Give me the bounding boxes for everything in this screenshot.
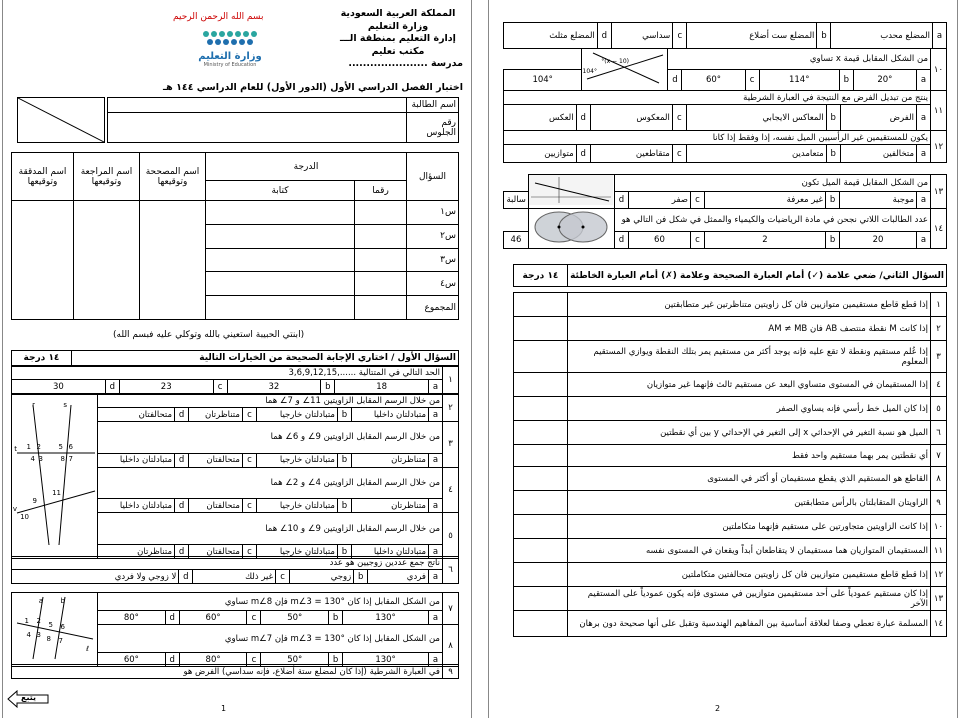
statement-number: ٦	[931, 421, 947, 445]
q7-q8-table: ٧ من الشكل المقابل إذا كان °130 = m∠3 فإن m∠8 تساوي a b ℓ 1 2 4 3 5 6 8 7 a 130° b 50° c 60° d 80° ٨ من الشكل المقابل إذا كان °130 = m∠3 فإن m∠7 تساوي a 130° b 50° c 80° d 60°	[11, 592, 459, 667]
option[interactable]: متقاطعين	[590, 145, 672, 163]
basmala: بسم الله الرحمن الرحيم	[173, 12, 264, 22]
svg-text:8: 8	[60, 455, 65, 463]
svg-text:9: 9	[32, 497, 37, 505]
q2-mark: ١٤ درجة	[514, 265, 568, 287]
statement-row	[514, 587, 947, 611]
question-number: ٦	[443, 557, 459, 584]
logo-english: Ministry of Education	[203, 62, 257, 68]
statement-row	[514, 563, 947, 587]
q6-table: ٦ ناتج جمع عددين زوجيين هو عدد a فردي b زوجي c غير ذلك d لا زوجي ولا فردي	[11, 556, 459, 584]
answer-cell[interactable]	[514, 421, 568, 445]
option[interactable]: المضلع محدب	[831, 23, 933, 49]
answer-cell[interactable]	[514, 293, 568, 317]
q2-header	[513, 264, 947, 287]
option[interactable]: 80°	[98, 611, 166, 625]
exam-page-1	[2, 0, 472, 718]
statement-number: ١٢	[931, 563, 947, 587]
option[interactable]: المضلع ست أضلاع	[687, 23, 817, 49]
option[interactable]: 60°	[98, 653, 166, 667]
svg-text:7: 7	[58, 637, 63, 645]
question-stem: من خلال الرسم المقابل الزاويتين 11∠ و 7∠ هما	[98, 395, 443, 408]
question-number: ٧	[443, 593, 459, 625]
svg-text:1: 1	[26, 443, 31, 451]
mcq-table-4: ١٣ من الشكل المقابل قيمة الميل تكون a موجبة b غير معرفة c صفر d سالبة ١٤ عدد الطالبات اللاتي نجحن في مادة الرياضيات والكيمياء والممثل في شكل فن التالي هو a 20 b 2 c 60 d 46	[503, 174, 947, 249]
grade-row-label: س٢	[407, 224, 459, 248]
question-stem: يكون للمستقيمين غير الرأسيين الميل نفسه، إذا وفقط إذا كانا	[504, 131, 931, 145]
svg-text:6: 6	[68, 443, 73, 451]
parallel-lines-diagram-icon	[13, 593, 97, 663]
grade-row-label: س١	[407, 201, 459, 225]
svg-text:3: 3	[38, 455, 43, 463]
logo-arabic: وزارة التعليم	[198, 51, 262, 62]
option[interactable]: صفر	[628, 192, 690, 209]
svg-text:10: 10	[19, 513, 29, 521]
exam-title: اختبار الفصل الدراسي الأول (الدور الأول) للعام الدراسي ١٤٤ هـ	[162, 82, 463, 93]
header-line: المملكة العربية السعودية	[340, 8, 456, 19]
statement-row	[514, 515, 947, 539]
option[interactable]: غير معرفة	[705, 192, 826, 209]
next-label: يتبع	[21, 693, 36, 702]
angle-figure	[582, 49, 668, 91]
question-stem: من الشكل المقابل قيمة الميل تكون	[614, 175, 930, 192]
statement-text: أي نقطتين يمر بهما مستقيم واحد فقط	[568, 445, 931, 467]
question-number: ١٠	[931, 49, 947, 91]
question-stem: من الشكل المقابل إذا كان °130 = m∠3 فإن m∠8 تساوي	[98, 593, 443, 611]
question-number: ٩	[443, 665, 459, 679]
option[interactable]: متبادلتان داخليا	[351, 408, 428, 422]
answer-cell[interactable]	[514, 317, 568, 341]
statement-row	[514, 421, 947, 445]
option[interactable]: متناظرتان	[351, 453, 428, 467]
svg-text:3: 3	[36, 631, 41, 639]
words-header: كتابة	[206, 181, 355, 201]
answer-cell[interactable]	[514, 563, 568, 587]
option[interactable]: لا زوجي ولا فردي	[12, 570, 179, 584]
option[interactable]: متخالفين	[840, 145, 916, 163]
answer-cell[interactable]	[514, 373, 568, 397]
auditor-header: اسم المدققة وتوقيعها	[12, 153, 74, 201]
mcq-table-3: ١١ ينتج من تبديل الفرض مع النتيجة في العبارة الشرطية a الفرض b المعاكس الايجابي c المعكوس d العكس ١٢ يكون للمستقيمين غير الرأسيين الميل نفسه، إذا وفقط إذا كانا a متخالفين b متعامدين c متقاطعين d متوازيين	[503, 90, 947, 163]
grade-row-label: المجموع	[407, 296, 459, 320]
header-line: إدارة التعليم بمنطقة الـــ	[340, 33, 456, 44]
statement-number: ١٤	[931, 611, 947, 637]
option[interactable]: موجبة	[840, 192, 917, 209]
svg-text:t: t	[13, 445, 17, 453]
grades-table	[11, 152, 459, 320]
option[interactable]: 104°	[504, 70, 582, 91]
transversal-diagram-icon	[13, 395, 97, 555]
q2-title: السؤال الثاني/ ضعي علامة (✓) أمام العبارة الصحيحة وعلامة (✗) أمام العبارة الخاطئة	[568, 265, 947, 287]
option[interactable]: زوجي	[290, 570, 354, 584]
option[interactable]: المعاكس الايجابي	[686, 105, 826, 131]
name-input[interactable]	[108, 98, 407, 113]
option[interactable]: 20°	[853, 70, 916, 91]
venn-figure	[528, 209, 614, 249]
statement-text: إذا عُلم مستقيم ونقطة لا تقع عليه فإنه يوجد أكثر من مستقيم يمر بتلك النقطة ويوازي المستقيم المعلوم	[568, 341, 931, 373]
statement-row	[514, 491, 947, 515]
seat-input[interactable]	[108, 113, 407, 143]
statement-row	[514, 467, 947, 491]
svg-text:8: 8	[46, 635, 51, 643]
grade-row-label: س٣	[407, 248, 459, 272]
slope-graph-icon	[529, 175, 613, 205]
statement-text: القاطع هو المستقيم الذي يقطع مستقيمان أو أكثر في المستوى	[568, 467, 931, 491]
statement-text: إذا قطع قاطع مستقيمين متوازيين فان كل زاويتين متناظرتين غير متطابقتين	[568, 293, 931, 317]
answer-cell[interactable]	[514, 611, 568, 637]
question-number: ٢	[443, 395, 459, 422]
question-stem: عدد الطالبات اللاتي نجحن في مادة الرياضيات والكيمياء والممثل في شكل فن التالي هو	[614, 209, 930, 232]
question-number: ٥	[443, 513, 459, 559]
option[interactable]: 46	[504, 232, 529, 249]
option[interactable]: 20	[840, 232, 917, 249]
grade-row-label: س٤	[407, 272, 459, 296]
statement-row	[514, 397, 947, 421]
answer-cell[interactable]	[514, 491, 568, 515]
name-label: اسم الطالبة	[407, 98, 459, 113]
question-number: ١١	[931, 91, 947, 131]
svg-text:2: 2	[36, 443, 41, 451]
option[interactable]: 30	[12, 380, 106, 394]
statement-row	[514, 611, 947, 637]
option[interactable]: 18	[335, 380, 429, 394]
option[interactable]: 130°	[343, 653, 429, 667]
statement-text: الزاويتان المتقابلتان بالرأس متطابقتين	[568, 491, 931, 515]
q1-table	[11, 350, 459, 366]
option[interactable]: 130°	[343, 611, 429, 625]
option[interactable]: سداسي	[611, 23, 672, 49]
reviewer-header: اسم المراجعة وتوقيعها	[74, 153, 140, 201]
option[interactable]: المعكوس	[590, 105, 672, 131]
svg-text:6: 6	[60, 623, 65, 631]
option[interactable]: متبادلتان خارجيا	[256, 453, 337, 467]
option[interactable]: متحالفتان	[189, 545, 243, 559]
q9-table	[11, 664, 459, 679]
statement-row	[514, 341, 947, 373]
parallel-figure	[12, 593, 98, 667]
option[interactable]: فردي	[368, 570, 429, 584]
answer-cell[interactable]	[514, 539, 568, 563]
option[interactable]: 32	[227, 380, 321, 394]
statement-number: ٥	[931, 397, 947, 421]
svg-text:b: b	[60, 597, 65, 605]
corrector-header: اسم المصححة وتوقيعها	[140, 153, 206, 201]
statement-number: ١	[931, 293, 947, 317]
question-number: ٨	[443, 625, 459, 667]
option[interactable]: 60°	[682, 70, 745, 91]
option[interactable]: المضلع مثلث	[504, 23, 598, 49]
statement-number: ٤	[931, 373, 947, 397]
statement-row	[514, 445, 947, 467]
answer-cell[interactable]	[514, 467, 568, 491]
header-line: مكتب تعليم	[371, 45, 425, 57]
option[interactable]: غير ذلك	[193, 570, 276, 584]
q1-mark: ١٤ درجة	[12, 351, 72, 366]
option[interactable]: 60	[628, 232, 690, 249]
fig-angle-a: 104°	[582, 68, 597, 75]
svg-text:4: 4	[26, 631, 31, 639]
logo-dots-icon	[200, 28, 260, 48]
q1-title: السؤال الأول / اختاري الإجابة الصحيحة من الخيارات التالية	[72, 351, 459, 366]
svg-text:2: 2	[36, 617, 41, 625]
option[interactable]: متبادلتان داخليا	[98, 453, 175, 467]
svg-text:a: a	[38, 597, 43, 605]
answer-cell[interactable]	[514, 587, 568, 611]
option[interactable]: متبادلتان خارجيا	[256, 499, 337, 513]
option[interactable]: متناظرتان	[98, 545, 175, 559]
option[interactable]: 2	[705, 232, 826, 249]
option[interactable]: 23	[119, 380, 213, 394]
mcq-table-2: ١٠ من الشكل المقابل قيمة x تساوي 104° (x − 10)° a 20° b 114° c 60° d 104°	[503, 48, 947, 91]
svg-text:ℓ: ℓ	[85, 645, 89, 653]
statement-text: المستقيمان المتوازيان هما مستقيمان لا يتقاطعان أبداً ويقعان في المستوى نفسه	[568, 539, 931, 563]
question-stem: في العبارة الشرطية (إذا كان لمضلع ستة أضلاع، فإنه سداسي) الفرض هو	[12, 665, 443, 679]
ministry-logo	[195, 28, 265, 78]
option[interactable]: متعامدين	[686, 145, 826, 163]
statement-text: إذا كانت الزاويتين متجاورتين على مستقيم فإنهما متكاملتين	[568, 515, 931, 539]
option[interactable]: 80°	[179, 653, 247, 667]
svg-text:4: 4	[30, 455, 35, 463]
q1-transversal-questions: ٢ من خلال الرسم المقابل الزاويتين 11∠ و 7∠ هما r s t v 1 2 4 3 5 6 8 7 9 10 11 a متبادلتان داخليا b متبادلتان خارجيا c متناظرتان d متحالفتان ٣ من خلال الرسم المقابل الزاويتين 9∠ و 6∠ هما a متناظرتان b متبادلتان خارجيا c متحالفتان d متبادلتان داخليا ٤ من خلال الرسم المقابل الزاويتين 4∠ و 2∠ هما a متناظرتان b متبادلتان خارجيا c متحالفتان d متبادلتان داخليا ٥ من خلال الرسم المقابل الزاويتين 9∠ و 10∠ هما a متبادلتان داخليا b متبادلتان خارجيا c متحالفتان d متناظرتان	[11, 394, 459, 559]
statement-row	[514, 317, 947, 341]
mcq-continued-table: a المضلع محدب b المضلع ست أضلاع c سداسي d المضلع مثلث	[503, 22, 947, 49]
page-number: 2	[715, 704, 721, 713]
svg-text:1: 1	[24, 617, 29, 625]
statement-text: إذا قطع قاطع مستقيمين متوازيين فان كل زاويتين متحالفتين متكاملتين	[568, 563, 931, 587]
question-stem: ناتج جمع عددين زوجيين هو عدد	[12, 557, 443, 570]
option[interactable]: متحالفتان	[189, 453, 243, 467]
transversal-figure	[12, 395, 98, 559]
statement-text: إذا المستقيمان في المستوى متساوي البعد عن مستقيم ثالث فإنهما غير متوازيان	[568, 373, 931, 397]
page-number: 1	[221, 704, 227, 713]
student-info-table	[107, 97, 459, 143]
slope-figure	[528, 175, 614, 209]
option[interactable]: العكس	[504, 105, 577, 131]
statement-row	[514, 293, 947, 317]
statement-text: المسلمة عبارة تعطي وصفا لعلاقة أساسية بين المفاهيم الهندسية وتقبل على أنها صحيحة دون برهان	[568, 611, 931, 637]
motto: (ابنتي الحبيبة استعيني بالله وتوكلي عليه فبسم الله)	[113, 330, 305, 340]
option[interactable]: متبادلتان داخليا	[98, 499, 175, 513]
option[interactable]: متبادلتان خارجيا	[256, 545, 337, 559]
statement-text: الميل هو نسبة التغير في الإحداثي x إلى التغير في الإحداثي y بين أي نقطتين	[568, 421, 931, 445]
statement-number: ٣	[931, 341, 947, 373]
option[interactable]: متبادلتان داخليا	[351, 545, 428, 559]
svg-text:11: 11	[51, 489, 61, 497]
option[interactable]: متحالفتان	[189, 499, 243, 513]
option[interactable]: 60°	[179, 611, 247, 625]
option[interactable]: الفرض	[840, 105, 916, 131]
svg-text:s: s	[62, 401, 67, 409]
question-stem: من خلال الرسم المقابل الزاويتين 4∠ و 2∠ هما	[98, 467, 443, 499]
option[interactable]: متوازيين	[504, 145, 577, 163]
statement-number: ٩	[931, 491, 947, 515]
statement-text: إذا كان مستقيم عمودياً على أحد مستقيمين متوازيين في مستوى فإنه يكون عمودياً على المستقيم الآخر	[568, 587, 931, 611]
digits-header: رقما	[355, 181, 407, 201]
option[interactable]: سالبة	[504, 192, 529, 209]
question-stem: من خلال الرسم المقابل الزاويتين 9∠ و 10∠ هما	[98, 513, 443, 545]
fig-angle-b: (x − 10)°	[601, 58, 629, 65]
next-page-arrow[interactable]	[7, 690, 49, 708]
statement-number: ٢	[931, 317, 947, 341]
statement-text: إذا كان الميل خط رأسي فإنه يساوي الصفر	[568, 397, 931, 421]
header-line: وزارة التعليم	[367, 20, 429, 32]
statement-text: إذا كانت M نقطة منتصف AB فان AM ≠ MB	[568, 317, 931, 341]
question-stem: من الشكل المقابل إذا كان °130 = m∠3 فإن m∠7 تساوي	[98, 625, 443, 653]
question-number: ٤	[443, 467, 459, 513]
question-stem: ينتج من تبديل الفرض مع النتيجة في العبارة الشرطية	[504, 91, 931, 105]
statement-number: ١١	[931, 539, 947, 563]
answer-cell[interactable]	[514, 397, 568, 421]
header-line: مدرسة ......................	[348, 58, 463, 69]
option[interactable]: متبادلتان خارجيا	[256, 408, 337, 422]
option[interactable]: متناظرتان	[189, 408, 243, 422]
svg-text:5: 5	[58, 443, 63, 451]
question-stem: الحد التالي في المتتالية ......,3,6,9,12,15	[12, 367, 443, 380]
q-col-header: السؤال	[407, 153, 459, 201]
option[interactable]: 50°	[261, 653, 329, 667]
statement-number: ٨	[931, 467, 947, 491]
q1-questions: ١ الحد التالي في المتتالية ......,3,6,9,12,15 a 18 b 32 c 23 d 30	[11, 366, 459, 394]
question-number: ١٢	[931, 131, 947, 163]
answer-cell[interactable]	[514, 515, 568, 539]
option[interactable]: 50°	[261, 611, 329, 625]
question-stem: من خلال الرسم المقابل الزاويتين 9∠ و 6∠ هما	[98, 422, 443, 454]
question-number: ٣	[443, 422, 459, 468]
exam-page-2	[488, 0, 958, 718]
svg-text:5: 5	[48, 621, 53, 629]
question-number: ١٣	[931, 175, 947, 209]
question-stem: من الشكل المقابل قيمة x تساوي	[668, 49, 931, 70]
statement-number: ٧	[931, 445, 947, 467]
svg-text:r: r	[31, 401, 35, 409]
venn-diagram-icon	[529, 209, 613, 245]
answer-cell[interactable]	[514, 445, 568, 467]
statement-number: ١٠	[931, 515, 947, 539]
diagonal-box	[17, 97, 105, 143]
true-false-table	[513, 292, 947, 637]
option[interactable]: 114°	[759, 70, 839, 91]
header-right-block	[333, 8, 463, 71]
seat-label: رقم الجلوس	[407, 113, 459, 143]
option[interactable]: متناظرتان	[351, 499, 428, 513]
option[interactable]: متحالفتان	[98, 408, 175, 422]
statement-row	[514, 539, 947, 563]
statement-row	[514, 373, 947, 397]
statement-number: ١٣	[931, 587, 947, 611]
question-number: ١	[443, 367, 459, 394]
question-number: ١٤	[931, 209, 947, 249]
svg-text:v: v	[12, 505, 17, 513]
diagonal-line-icon	[18, 98, 104, 142]
grade-col-header: الدرجة	[206, 153, 407, 181]
answer-cell[interactable]	[514, 341, 568, 373]
svg-text:7: 7	[68, 455, 73, 463]
intersecting-lines-icon	[583, 49, 667, 87]
